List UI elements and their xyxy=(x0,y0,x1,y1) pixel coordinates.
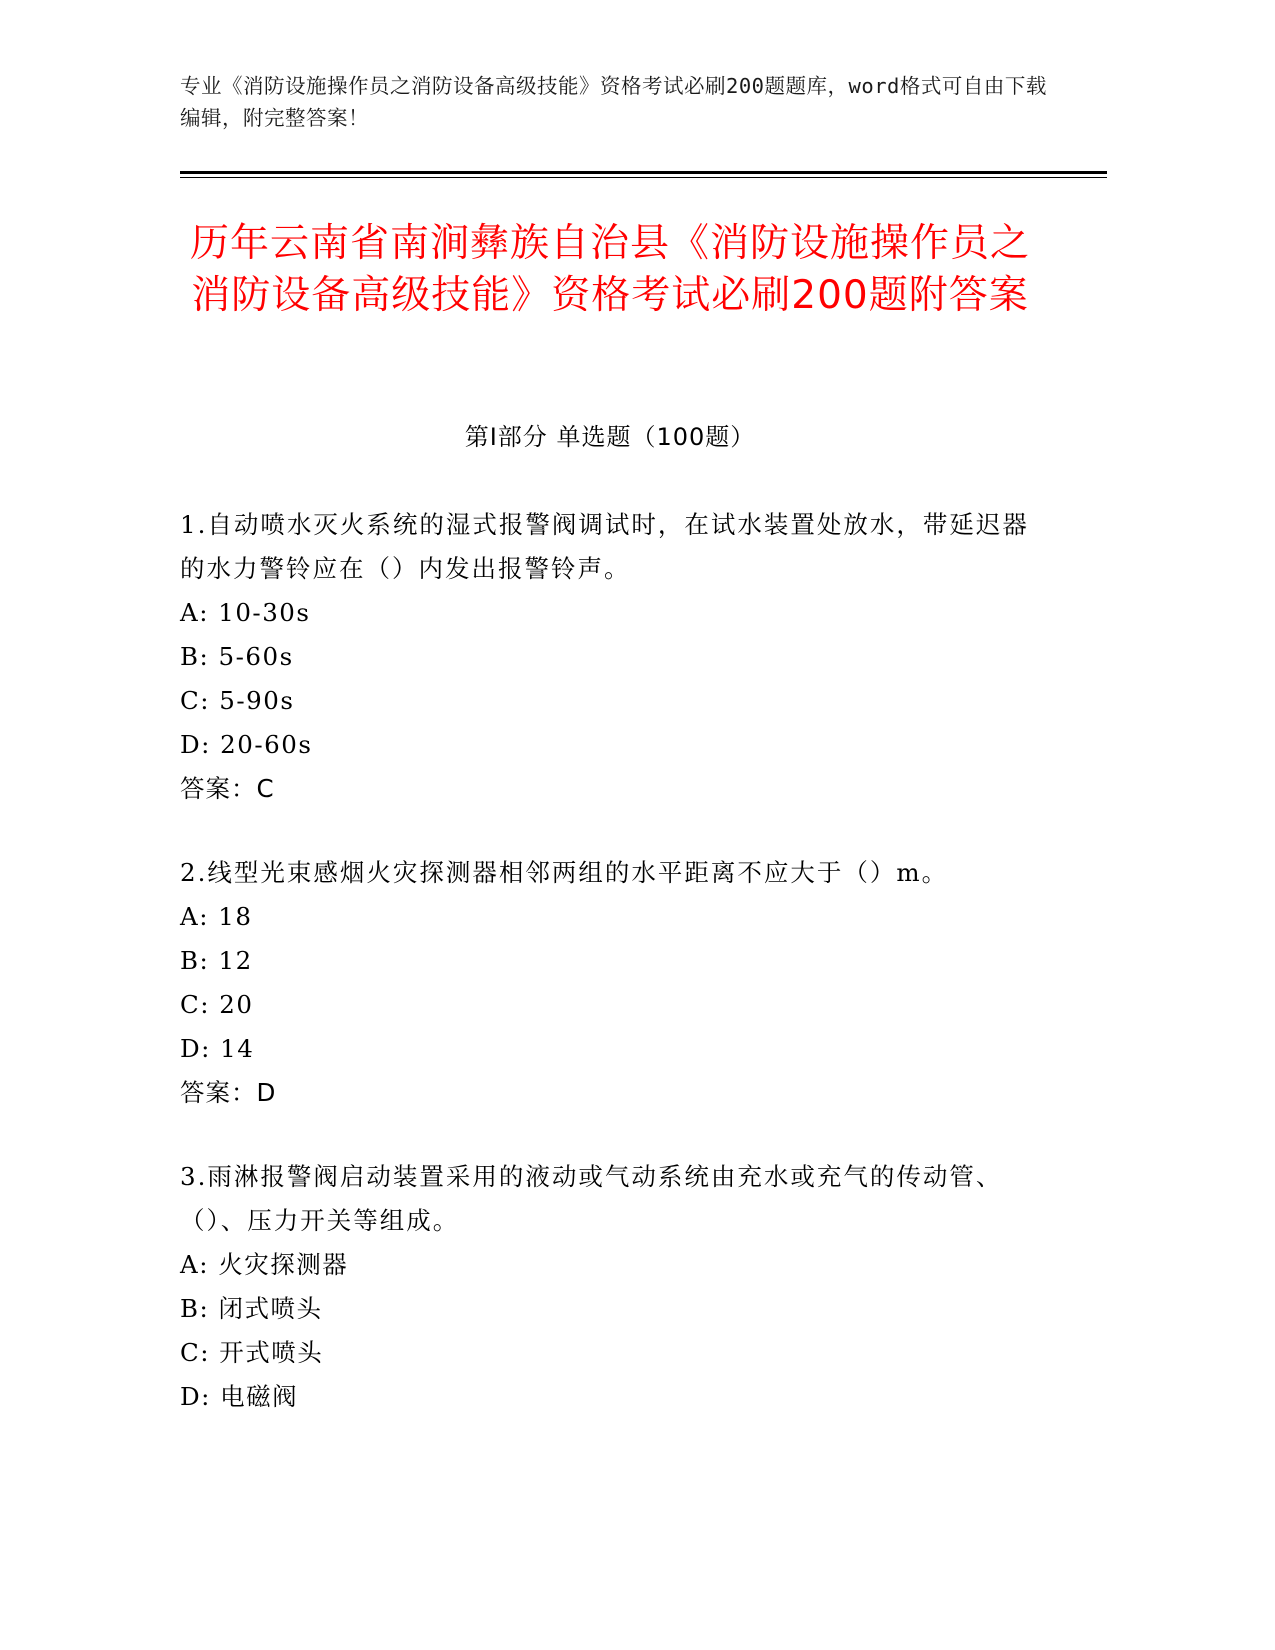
option-a: A: 火灾探测器 xyxy=(180,1250,349,1279)
answer-value: D xyxy=(256,1078,277,1107)
answer-label: 答案： xyxy=(180,1078,257,1107)
option-c: C: 5-90s xyxy=(180,686,295,715)
section-heading: 第Ⅰ部分 单选题（100题） xyxy=(464,423,756,451)
option-b: B: 闭式喷头 xyxy=(180,1294,323,1323)
question-stem: 3.雨淋报警阀启动装置采用的液动或气动系统由充水或充气的传动管、（）、压力开关等组成。 xyxy=(180,1162,1003,1235)
header-note: 专业《消防设施操作员之消防设备高级技能》资格考试必刷200题题库，word格式可自由下载编辑，附完整答案！ xyxy=(180,74,1047,130)
question-stem: 2.线型光束感烟火灾探测器相邻两组的水平距离不应大于（）m。 xyxy=(180,858,949,887)
option-d: D: 电磁阀 xyxy=(180,1382,299,1411)
question-1 xyxy=(180,503,1040,811)
answer-label: 答案： xyxy=(180,774,257,803)
answer-line xyxy=(180,1071,1040,1115)
option-d: D: 14 xyxy=(180,1034,255,1063)
option-a: A: 18 xyxy=(180,902,253,931)
answer-line xyxy=(180,767,1040,811)
question-list xyxy=(180,503,1040,1459)
answer-value: C xyxy=(256,774,275,803)
question-2 xyxy=(180,851,1040,1115)
option-a: A: 10-30s xyxy=(180,598,311,627)
option-b: B: 5-60s xyxy=(180,642,294,671)
option-d: D: 20-60s xyxy=(180,730,313,759)
question-stem: 1.自动喷水灭火系统的湿式报警阀调试时，在试水装置处放水，带延迟器的水力警铃应在（）内发出报警铃声。 xyxy=(180,510,1029,583)
header-divider-thin xyxy=(180,177,1107,178)
header-divider-thick xyxy=(180,171,1107,174)
option-c: C: 20 xyxy=(180,990,254,1019)
question-3 xyxy=(180,1155,1040,1419)
option-b: B: 12 xyxy=(180,946,253,975)
document-title: 历年云南省南涧彝族自治县《消防设施操作员之消防设备高级技能》资格考试必刷200题附答案 xyxy=(189,221,1030,318)
option-c: C: 开式喷头 xyxy=(180,1338,324,1367)
